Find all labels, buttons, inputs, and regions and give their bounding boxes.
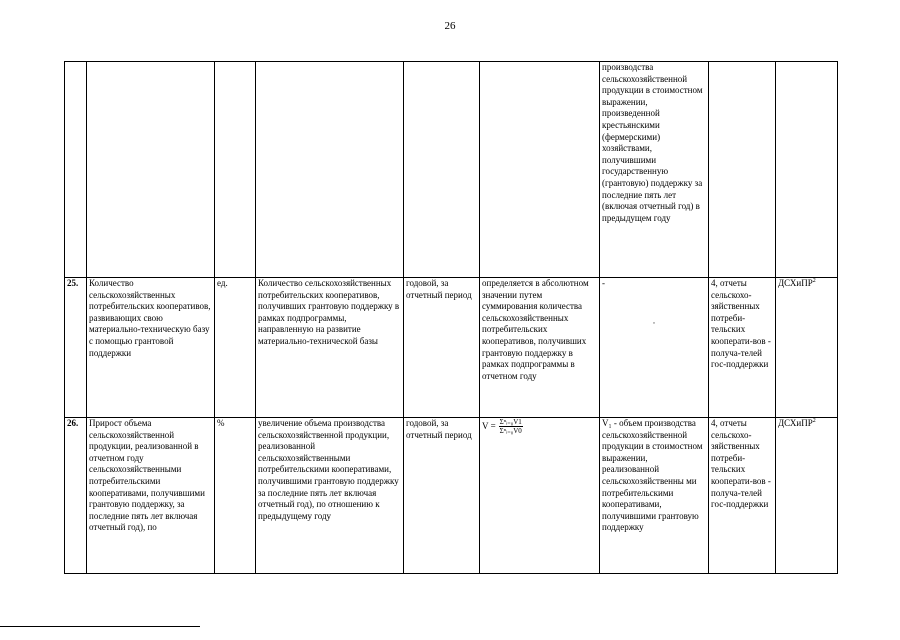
cell-variables: производства сельскохозяйственной продукции в стоимостном выражении, произведенной крестьянскими (фермерскими) хозяйствами, получившими государственную (грантовую) поддержку за последние пять лет (включая отчетный год) в предыдущем году [600,62,709,278]
indicator-definition: Количество сельскохозяйственных потребительских кооперативов, получивших грантовую поддержку в рамках подпрограммы, направленную на развитие материально-технической базы [256,278,404,418]
formula-fraction [499,418,523,435]
indicator-source: 4, отчеты сельскохо-зяйственных потреби-тельских кооперати-вов - получа-телей гос-поддержки [709,418,776,574]
indicator-variables: V₁ - объем производства сельскохозяйственной продукции в стоимостном выражении, реализованной сельскохозяйственны ми потребительскими кооперативами, получившими грантовую поддержку [600,418,709,574]
row-number: 26. [65,418,87,574]
table-row [65,62,838,278]
cell-period [404,62,480,278]
indicator-variables [600,278,709,418]
responsible-footnote: 2 [812,418,816,424]
cell-name [87,62,215,278]
indicator-responsible [776,418,838,574]
formula-numerator: Σⁿᵢ₌₀V1 [499,418,522,426]
formula-denominator: Σⁿᵢ₌₀V0 [499,427,522,435]
indicator-unit: % [215,418,256,574]
indicator-method [480,418,600,574]
footnote-separator [0,626,200,627]
responsible-text: ДСХиПР [778,278,813,288]
indicator-unit: ед. [215,278,256,418]
indicator-method: определяется в абсолютном значении путем суммирования количества сельскохозяйственных потребительских кооперативов, получивших грантовую поддержку в рамках подпрограммы в отчетном году [480,278,600,418]
cell-source [709,62,776,278]
responsible-footnote: 2 [812,278,816,284]
cell-method [480,62,600,278]
cell-definition [256,62,404,278]
formula [482,418,597,435]
indicators-table [64,61,838,574]
indicator-source: 4, отчеты сельскохо-зяйственных потреби-тельских кооперати-вов - получа-телей гос-поддержки [709,278,776,418]
indicator-period: годовой, за отчетный период [404,278,480,418]
variables-mark: · [652,317,656,328]
formula-lhs: V = [482,420,496,431]
cell-unit [215,62,256,278]
table-row [65,418,838,574]
cell-responsible [776,62,838,278]
indicator-name: Прирост объема сельскохозяйственной продукции, реализованной в отчетном году сельскохозяйственными потребительскими кооперативами, получившими грантовую поддержку, за последние пять лет включая отчетный год), по [87,418,215,574]
table-row [65,278,838,418]
indicator-responsible [776,278,838,418]
indicator-name: Количество сельскохозяйственных потребительских кооперативов, развивающих свою материально-техническую базу с помощью грантовой поддержки [87,278,215,418]
row-number: 25. [65,278,87,418]
responsible-text: ДСХиПР [778,418,813,428]
variables-text: - [602,278,605,288]
cell-num [65,62,87,278]
indicator-definition: увеличение объема производства сельскохозяйственной продукции, реализованной сельскохозяйственными потребительскими кооперативами, получившими грантовую поддержку за последние пять лет включая отчетный год), по отношению к предыдущему году [256,418,404,574]
indicator-period: годовой, за отчетный период [404,418,480,574]
page-number: 26 [444,20,456,32]
